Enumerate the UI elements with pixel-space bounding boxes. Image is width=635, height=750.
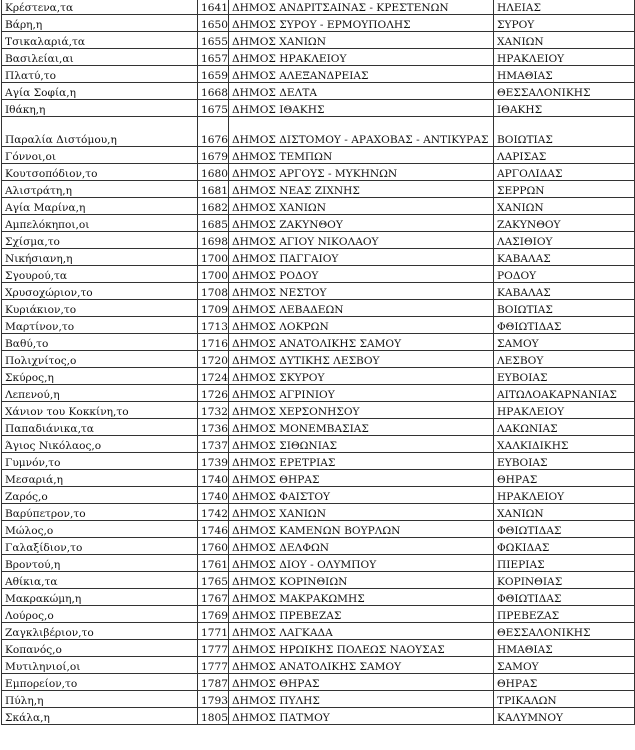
table-row bbox=[2, 487, 635, 504]
municipality-cell: ΔΗΜΟΣ ΙΘΑΚΗΣ bbox=[229, 100, 494, 117]
prefecture-cell: ΗΡΑΚΛΕΙΟΥ bbox=[494, 402, 635, 419]
altitude-cell: 1681 bbox=[198, 181, 229, 198]
table-row bbox=[2, 32, 635, 49]
prefecture-cell: ΚΑΒΑΛΑΣ bbox=[494, 283, 635, 300]
municipality-cell: ΔΗΜΟΣ ΕΡΕΤΡΙΑΣ bbox=[229, 453, 494, 470]
prefecture-cell: ΘΗΡΑΣ bbox=[494, 470, 635, 487]
prefecture-cell: ΦΘΙΩΤΙΔΑΣ bbox=[494, 317, 635, 334]
municipality-cell: ΔΗΜΟΣ ΣΙΘΩΝΙΑΣ bbox=[229, 436, 494, 453]
table-row bbox=[2, 49, 635, 66]
municipality-cell: ΔΗΜΟΣ ΤΕΜΠΩΝ bbox=[229, 147, 494, 164]
municipality-cell: ΔΗΜΟΣ ΠΑΤΜΟΥ bbox=[229, 708, 494, 725]
prefecture-cell: ΣΕΡΡΩΝ bbox=[494, 181, 635, 198]
altitude-cell: 1726 bbox=[198, 385, 229, 402]
settlement-name-cell: Χάνιον του Κοκκίνη,το bbox=[2, 402, 198, 419]
settlement-name-cell: Ιθάκη,η bbox=[2, 100, 198, 117]
altitude-cell: 1716 bbox=[198, 334, 229, 351]
table-row bbox=[2, 198, 635, 215]
municipality-cell: ΔΗΜΟΣ ΔΙΟΥ - ΟΛΥΜΠΟΥ bbox=[229, 555, 494, 572]
altitude-cell: 1650 bbox=[198, 15, 229, 32]
settlement-name-cell: Άγιος Νικόλαος,ο bbox=[2, 436, 198, 453]
altitude-cell: 1740 bbox=[198, 470, 229, 487]
altitude-cell: 1675 bbox=[198, 100, 229, 117]
prefecture-cell: ΗΜΑΘΙΑΣ bbox=[494, 640, 635, 657]
table-row bbox=[2, 164, 635, 181]
altitude-cell: 1685 bbox=[198, 215, 229, 232]
table-row bbox=[2, 623, 635, 640]
settlement-name-cell: Σχίσμα,το bbox=[2, 232, 198, 249]
settlement-name-cell: Πολιχνίτος,ο bbox=[2, 351, 198, 368]
municipality-cell: ΔΗΜΟΣ ΣΥΡΟΥ - ΕΡΜΟΥΠΟΛΗΣ bbox=[229, 15, 494, 32]
altitude-cell: 1708 bbox=[198, 283, 229, 300]
municipality-cell: ΔΗΜΟΣ ΑΝΑΤΟΛΙΚΗΣ ΣΑΜΟΥ bbox=[229, 334, 494, 351]
municipality-cell: ΔΗΜΟΣ ΣΚΥΡΟΥ bbox=[229, 368, 494, 385]
prefecture-cell: ΒΟΙΩΤΙΑΣ bbox=[494, 300, 635, 317]
settlement-name-cell: Αμπελόκηποι,οι bbox=[2, 215, 198, 232]
settlement-name-cell: Αγία Σοφία,η bbox=[2, 83, 198, 100]
settlement-name-cell: Κοπανός,ο bbox=[2, 640, 198, 657]
table-row bbox=[2, 538, 635, 555]
altitude-cell: 1700 bbox=[198, 249, 229, 266]
altitude-cell: 1746 bbox=[198, 521, 229, 538]
settlement-name-cell: Πύλη,η bbox=[2, 691, 198, 708]
table-row bbox=[2, 606, 635, 623]
altitude-cell: 1777 bbox=[198, 657, 229, 674]
prefecture-cell: ΗΡΑΚΛΕΙΟΥ bbox=[494, 487, 635, 504]
prefecture-cell: ΠΡΕΒΕΖΑΣ bbox=[494, 606, 635, 623]
prefecture-cell: ΘΕΣΣΑΛΟΝΙΚΗΣ bbox=[494, 83, 635, 100]
altitude-cell: 1771 bbox=[198, 623, 229, 640]
table-row bbox=[2, 572, 635, 589]
altitude-cell: 1761 bbox=[198, 555, 229, 572]
settlement-name-cell: Παπαδιάνικα,τα bbox=[2, 419, 198, 436]
table-row bbox=[2, 334, 635, 351]
altitude-cell: 1787 bbox=[198, 674, 229, 691]
settlement-name-cell: Σκύρος,η bbox=[2, 368, 198, 385]
altitude-cell: 1777 bbox=[198, 640, 229, 657]
prefecture-cell: ΑΡΓΟΛΙΔΑΣ bbox=[494, 164, 635, 181]
municipality-cell: ΔΗΜΟΣ ΔΕΛΦΩΝ bbox=[229, 538, 494, 555]
altitude-cell: 1680 bbox=[198, 164, 229, 181]
prefecture-cell: ΣΥΡΟΥ bbox=[494, 15, 635, 32]
municipality-cell: ΔΗΜΟΣ ΜΟΝΕΜΒΑΣΙΑΣ bbox=[229, 419, 494, 436]
table-row bbox=[2, 470, 635, 487]
municipality-cell: ΔΗΜΟΣ ΑΓΙΟΥ ΝΙΚΟΛΑΟΥ bbox=[229, 232, 494, 249]
municipality-cell: ΔΗΜΟΣ ΜΑΚΡΑΚΩΜΗΣ bbox=[229, 589, 494, 606]
municipality-cell: ΔΗΜΟΣ ΘΗΡΑΣ bbox=[229, 674, 494, 691]
municipality-cell: ΔΗΜΟΣ ΦΑΙΣΤΟΥ bbox=[229, 487, 494, 504]
table-row bbox=[2, 232, 635, 249]
prefecture-cell: ΛΑΡΙΣΑΣ bbox=[494, 147, 635, 164]
table-row bbox=[2, 100, 635, 117]
table-body bbox=[2, 0, 635, 725]
municipality-cell: ΔΗΜΟΣ ΚΑΜΕΝΩΝ ΒΟΥΡΛΩΝ bbox=[229, 521, 494, 538]
municipality-cell: ΔΗΜΟΣ ΛΟΚΡΩΝ bbox=[229, 317, 494, 334]
table-row bbox=[2, 419, 635, 436]
prefecture-cell: ΚΑΒΑΛΑΣ bbox=[494, 249, 635, 266]
settlement-name-cell: Παραλία Διστόμου,η bbox=[2, 117, 198, 147]
settlement-name-cell: Λούρος,ο bbox=[2, 606, 198, 623]
prefecture-cell: ΦΘΙΩΤΙΔΑΣ bbox=[494, 589, 635, 606]
municipality-cell: ΔΗΜΟΣ ΑΝΔΡΙΤΣΑΙΝΑΣ - ΚΡΕΣΤΕΝΩΝ bbox=[229, 0, 494, 15]
altitude-cell: 1698 bbox=[198, 232, 229, 249]
municipality-cell: ΔΗΜΟΣ ΧΑΝΙΩΝ bbox=[229, 504, 494, 521]
altitude-cell: 1724 bbox=[198, 368, 229, 385]
settlement-name-cell: Μεσαριά,η bbox=[2, 470, 198, 487]
settlement-name-cell: Γαλαξίδιον,το bbox=[2, 538, 198, 555]
prefecture-cell: ΖΑΚΥΝΘΟΥ bbox=[494, 215, 635, 232]
prefecture-cell: ΑΙΤΩΛΟΑΚΑΡΝΑΝΙΑΣ bbox=[494, 385, 635, 402]
table-row bbox=[2, 266, 635, 283]
altitude-cell: 1767 bbox=[198, 589, 229, 606]
table-row bbox=[2, 368, 635, 385]
table-row bbox=[2, 215, 635, 232]
municipality-cell: ΔΗΜΟΣ ΝΕΑΣ ΖΙΧΝΗΣ bbox=[229, 181, 494, 198]
altitude-cell: 1720 bbox=[198, 351, 229, 368]
table-row bbox=[2, 317, 635, 334]
settlement-name-cell: Βαρύπετρον,το bbox=[2, 504, 198, 521]
prefecture-cell: ΤΡΙΚΑΛΩΝ bbox=[494, 691, 635, 708]
municipality-cell: ΔΗΜΟΣ ΛΑΓΚΑΔΑ bbox=[229, 623, 494, 640]
table-row bbox=[2, 504, 635, 521]
municipality-cell: ΔΗΜΟΣ ΑΝΑΤΟΛΙΚΗΣ ΣΑΜΟΥ bbox=[229, 657, 494, 674]
table-row bbox=[2, 640, 635, 657]
municipality-cell: ΔΗΜΟΣ ΝΕΣΤΟΥ bbox=[229, 283, 494, 300]
table-row bbox=[2, 249, 635, 266]
municipality-cell: ΔΗΜΟΣ ΧΑΝΙΩΝ bbox=[229, 32, 494, 49]
settlement-name-cell: Χρυσοχώριον,το bbox=[2, 283, 198, 300]
municipality-cell: ΔΗΜΟΣ ΘΗΡΑΣ bbox=[229, 470, 494, 487]
municipality-cell: ΔΗΜΟΣ ΑΡΓΟΥΣ - ΜΥΚΗΝΩΝ bbox=[229, 164, 494, 181]
prefecture-cell: ΗΜΑΘΙΑΣ bbox=[494, 66, 635, 83]
altitude-cell: 1760 bbox=[198, 538, 229, 555]
table-row bbox=[2, 66, 635, 83]
settlement-name-cell: Εμπορείον,το bbox=[2, 674, 198, 691]
prefecture-cell: ΚΟΡΙΝΘΙΑΣ bbox=[494, 572, 635, 589]
settlement-name-cell: Ζαγκλιβέριον,το bbox=[2, 623, 198, 640]
settlement-name-cell: Τσικαλαριά,τα bbox=[2, 32, 198, 49]
prefecture-cell: ΧΑΛΚΙΔΙΚΗΣ bbox=[494, 436, 635, 453]
table-row bbox=[2, 674, 635, 691]
prefecture-cell: ΧΑΝΙΩΝ bbox=[494, 504, 635, 521]
table-row bbox=[2, 521, 635, 538]
prefecture-cell: ΠΙΕΡΙΑΣ bbox=[494, 555, 635, 572]
municipality-cell: ΔΗΜΟΣ ΧΕΡΣΟΝΗΣΟΥ bbox=[229, 402, 494, 419]
altitude-cell: 1736 bbox=[198, 419, 229, 436]
municipality-cell: ΔΗΜΟΣ ΠΑΓΓΑΙΟΥ bbox=[229, 249, 494, 266]
municipality-cell: ΔΗΜΟΣ ΔΙΣΤΟΜΟΥ - ΑΡΑΧΟΒΑΣ - ΑΝΤΙΚΥΡΑΣ bbox=[229, 117, 494, 147]
settlement-name-cell: Κρέστενα,τα bbox=[2, 0, 198, 15]
municipality-cell: ΔΗΜΟΣ ΠΡΕΒΕΖΑΣ bbox=[229, 606, 494, 623]
prefecture-cell: ΕΥΒΟΙΑΣ bbox=[494, 453, 635, 470]
settlement-name-cell: Βροντού,η bbox=[2, 555, 198, 572]
municipality-cell: ΔΗΜΟΣ ΑΓΡΙΝΙΟΥ bbox=[229, 385, 494, 402]
prefecture-cell: ΗΛΕΙΑΣ bbox=[494, 0, 635, 15]
prefecture-cell: ΚΑΛΥΜΝΟΥ bbox=[494, 708, 635, 725]
settlement-name-cell: Μακρακώμη,η bbox=[2, 589, 198, 606]
municipality-cell: ΔΗΜΟΣ ΧΑΝΙΩΝ bbox=[229, 198, 494, 215]
settlement-name-cell: Αλιστράτη,η bbox=[2, 181, 198, 198]
table-row bbox=[2, 300, 635, 317]
settlement-name-cell: Σγουρού,τα bbox=[2, 266, 198, 283]
prefecture-cell: ΗΡΑΚΛΕΙΟΥ bbox=[494, 49, 635, 66]
settlement-name-cell: Λεπενού,η bbox=[2, 385, 198, 402]
prefecture-cell: ΦΩΚΙΔΑΣ bbox=[494, 538, 635, 555]
prefecture-cell: ΧΑΝΙΩΝ bbox=[494, 32, 635, 49]
table-row bbox=[2, 15, 635, 32]
altitude-cell: 1742 bbox=[198, 504, 229, 521]
table-row bbox=[2, 0, 635, 15]
settlement-name-cell: Κυριάκιον,το bbox=[2, 300, 198, 317]
table-row bbox=[2, 657, 635, 674]
prefecture-cell: ΘΗΡΑΣ bbox=[494, 674, 635, 691]
settlement-name-cell: Γυμνόν,το bbox=[2, 453, 198, 470]
prefecture-cell: ΛΕΣΒΟΥ bbox=[494, 351, 635, 368]
altitude-cell: 1659 bbox=[198, 66, 229, 83]
altitude-cell: 1709 bbox=[198, 300, 229, 317]
settlements-table bbox=[1, 0, 635, 725]
prefecture-cell: ΙΘΑΚΗΣ bbox=[494, 100, 635, 117]
table-row bbox=[2, 691, 635, 708]
altitude-cell: 1641 bbox=[198, 0, 229, 15]
table-row bbox=[2, 555, 635, 572]
prefecture-cell: ΒΟΙΩΤΙΑΣ bbox=[494, 117, 635, 147]
prefecture-cell: ΛΑΣΙΘΙΟΥ bbox=[494, 232, 635, 249]
municipality-cell: ΔΗΜΟΣ ΔΥΤΙΚΗΣ ΛΕΣΒΟΥ bbox=[229, 351, 494, 368]
municipality-cell: ΔΗΜΟΣ ΗΡΑΚΛΕΙΟΥ bbox=[229, 49, 494, 66]
municipality-cell: ΔΗΜΟΣ ΑΛΕΞΑΝΔΡΕΙΑΣ bbox=[229, 66, 494, 83]
altitude-cell: 1769 bbox=[198, 606, 229, 623]
altitude-cell: 1737 bbox=[198, 436, 229, 453]
prefecture-cell: ΘΕΣΣΑΛΟΝΙΚΗΣ bbox=[494, 623, 635, 640]
prefecture-cell: ΕΥΒΟΙΑΣ bbox=[494, 368, 635, 385]
altitude-cell: 1700 bbox=[198, 266, 229, 283]
altitude-cell: 1805 bbox=[198, 708, 229, 725]
altitude-cell: 1765 bbox=[198, 572, 229, 589]
settlement-name-cell: Βαθύ,το bbox=[2, 334, 198, 351]
settlement-name-cell: Αγία Μαρίνα,η bbox=[2, 198, 198, 215]
altitude-cell: 1655 bbox=[198, 32, 229, 49]
municipality-cell: ΔΗΜΟΣ ΗΡΩΙΚΗΣ ΠΟΛΕΩΣ ΝΑΟΥΣΑΣ bbox=[229, 640, 494, 657]
altitude-cell: 1793 bbox=[198, 691, 229, 708]
settlement-name-cell: Κουτσοπόδιον,το bbox=[2, 164, 198, 181]
altitude-cell: 1739 bbox=[198, 453, 229, 470]
table-row bbox=[2, 83, 635, 100]
altitude-cell: 1657 bbox=[198, 49, 229, 66]
municipality-cell: ΔΗΜΟΣ ΠΥΛΗΣ bbox=[229, 691, 494, 708]
settlement-name-cell: Αθίκια,τα bbox=[2, 572, 198, 589]
table-row bbox=[2, 453, 635, 470]
altitude-cell: 1732 bbox=[198, 402, 229, 419]
settlement-name-cell: Μαρτίνον,το bbox=[2, 317, 198, 334]
municipality-cell: ΔΗΜΟΣ ΚΟΡΙΝΘΙΩΝ bbox=[229, 572, 494, 589]
table-row bbox=[2, 708, 635, 725]
settlement-name-cell: Βασιλείαι,αι bbox=[2, 49, 198, 66]
prefecture-cell: ΧΑΝΙΩΝ bbox=[494, 198, 635, 215]
altitude-cell: 1679 bbox=[198, 147, 229, 164]
municipality-cell: ΔΗΜΟΣ ΔΕΛΤΑ bbox=[229, 83, 494, 100]
settlement-name-cell: Βάρη,η bbox=[2, 15, 198, 32]
altitude-cell: 1668 bbox=[198, 83, 229, 100]
settlement-name-cell: Πλατύ,το bbox=[2, 66, 198, 83]
prefecture-cell: ΣΑΜΟΥ bbox=[494, 657, 635, 674]
settlement-name-cell: Μυτιληνιοί,οι bbox=[2, 657, 198, 674]
table-row bbox=[2, 181, 635, 198]
prefecture-cell: ΦΘΙΩΤΙΔΑΣ bbox=[494, 521, 635, 538]
altitude-cell: 1740 bbox=[198, 487, 229, 504]
table-row bbox=[2, 351, 635, 368]
settlement-name-cell: Ζαρός,ο bbox=[2, 487, 198, 504]
settlement-name-cell: Νικήσιανη,η bbox=[2, 249, 198, 266]
altitude-cell: 1676 bbox=[198, 117, 229, 147]
altitude-cell: 1713 bbox=[198, 317, 229, 334]
table-row bbox=[2, 283, 635, 300]
prefecture-cell: ΣΑΜΟΥ bbox=[494, 334, 635, 351]
settlement-name-cell: Σκάλα,η bbox=[2, 708, 198, 725]
table-row bbox=[2, 385, 635, 402]
table-row bbox=[2, 436, 635, 453]
altitude-cell: 1682 bbox=[198, 198, 229, 215]
settlement-name-cell: Γόννοι,οι bbox=[2, 147, 198, 164]
table-row bbox=[2, 402, 635, 419]
table-row bbox=[2, 117, 635, 147]
settlement-name-cell: Μώλος,ο bbox=[2, 521, 198, 538]
table-row bbox=[2, 589, 635, 606]
municipality-cell: ΔΗΜΟΣ ΡΟΔΟΥ bbox=[229, 266, 494, 283]
prefecture-cell: ΛΑΚΩΝΙΑΣ bbox=[494, 419, 635, 436]
prefecture-cell: ΡΟΔΟΥ bbox=[494, 266, 635, 283]
municipality-cell: ΔΗΜΟΣ ΛΕΒΑΔΕΩΝ bbox=[229, 300, 494, 317]
table-row bbox=[2, 147, 635, 164]
municipality-cell: ΔΗΜΟΣ ΖΑΚΥΝΘΟΥ bbox=[229, 215, 494, 232]
